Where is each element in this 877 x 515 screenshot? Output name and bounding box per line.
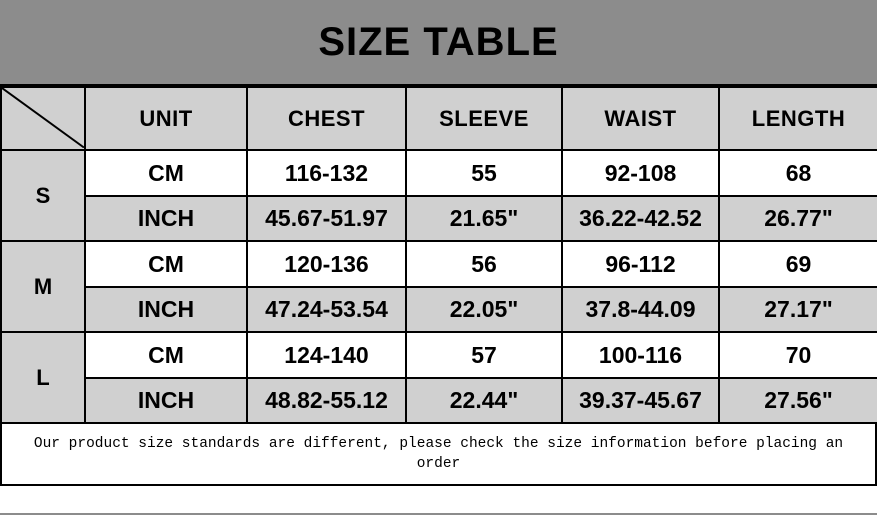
size-note <box>0 424 877 486</box>
sleeve-value: 22.44" <box>406 378 562 423</box>
title-bar <box>0 0 877 86</box>
size-table <box>0 86 877 424</box>
size-note-line-2: order <box>416 456 461 472</box>
unit-cell: INCH <box>85 378 247 423</box>
waist-value: 96-112 <box>562 241 719 287</box>
unit-cell: INCH <box>85 287 247 332</box>
column-header-unit: UNIT <box>85 87 247 150</box>
length-value: 68 <box>719 150 877 196</box>
unit-cell: CM <box>85 241 247 287</box>
sleeve-value: 22.05" <box>406 287 562 332</box>
unit-cell: CM <box>85 332 247 378</box>
corner-cell <box>1 87 85 150</box>
table-row <box>1 241 877 287</box>
table-row <box>1 150 877 196</box>
unit-cell: INCH <box>85 196 247 241</box>
size-label-s: S <box>1 150 85 241</box>
chest-value: 45.67-51.97 <box>247 196 406 241</box>
sleeve-value: 56 <box>406 241 562 287</box>
bottom-strip <box>0 486 877 515</box>
length-value: 26.77" <box>719 196 877 241</box>
table-row <box>1 378 877 423</box>
sleeve-value: 57 <box>406 332 562 378</box>
table-row <box>1 332 877 378</box>
diagonal-divider-icon <box>2 88 84 148</box>
sleeve-value: 55 <box>406 150 562 196</box>
size-label-l: L <box>1 332 85 423</box>
waist-value: 100-116 <box>562 332 719 378</box>
waist-value: 92-108 <box>562 150 719 196</box>
size-label-m: M <box>1 241 85 332</box>
table-header-row <box>1 87 877 150</box>
waist-value: 37.8-44.09 <box>562 287 719 332</box>
length-value: 70 <box>719 332 877 378</box>
page-title: SIZE TABLE <box>318 19 559 64</box>
chest-value: 116-132 <box>247 150 406 196</box>
column-header-length: LENGTH <box>719 87 877 150</box>
length-value: 69 <box>719 241 877 287</box>
chest-value: 124-140 <box>247 332 406 378</box>
column-header-chest: CHEST <box>247 87 406 150</box>
length-value: 27.17" <box>719 287 877 332</box>
unit-cell: CM <box>85 150 247 196</box>
length-value: 27.56" <box>719 378 877 423</box>
chest-value: 47.24-53.54 <box>247 287 406 332</box>
table-row <box>1 196 877 241</box>
chest-value: 48.82-55.12 <box>247 378 406 423</box>
column-header-waist: WAIST <box>562 87 719 150</box>
waist-value: 39.37-45.67 <box>562 378 719 423</box>
waist-value: 36.22-42.52 <box>562 196 719 241</box>
size-note-line-1: Our product size standards are different, please check the size information before placing an <box>33 436 844 452</box>
chest-value: 120-136 <box>247 241 406 287</box>
table-row <box>1 287 877 332</box>
sleeve-value: 21.65" <box>406 196 562 241</box>
column-header-sleeve: SLEEVE <box>406 87 562 150</box>
